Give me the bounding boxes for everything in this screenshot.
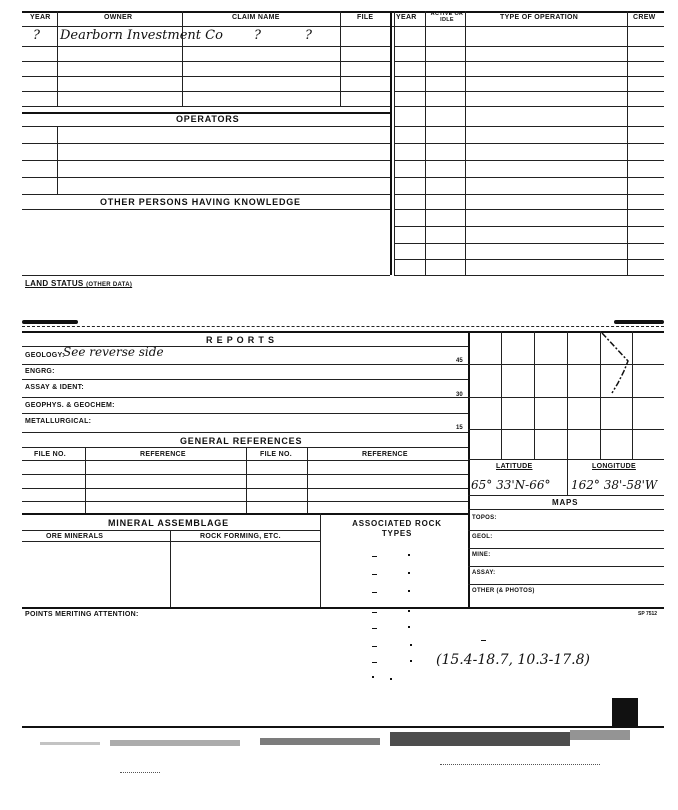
- latitude-value: 65° 33'N-66°: [471, 478, 551, 492]
- land-status-text: LAND STATUS: [25, 279, 84, 288]
- row1-year: ?: [33, 28, 40, 43]
- gr-reference-header: REFERENCE: [140, 451, 186, 458]
- metallurgical-num: 15: [456, 425, 463, 431]
- rock-forming-header: ROCK FORMING, ETC.: [200, 533, 281, 540]
- top-border: [22, 11, 664, 13]
- other-persons-title: OTHER PERSONS HAVING KNOWLEDGE: [100, 197, 301, 207]
- latitude-label: LATITUDE: [496, 463, 533, 470]
- row1-file: ?: [305, 28, 312, 43]
- geology-value: See reverse side: [63, 345, 164, 359]
- scan-smear: [390, 732, 570, 746]
- scan-smear: [40, 742, 100, 745]
- ops-row-rule: [394, 160, 664, 161]
- maps-title: MAPS: [552, 498, 579, 507]
- row-rule: [22, 513, 468, 515]
- row-rule: [22, 541, 320, 542]
- row1-claim-name: ?: [254, 28, 261, 43]
- row-rule: [22, 460, 468, 461]
- grid-line: [468, 429, 664, 430]
- dash-mark: [372, 574, 377, 575]
- row-rule: [22, 501, 468, 502]
- dot-mark: [408, 610, 410, 612]
- gr-col-divider: [307, 447, 308, 513]
- row-rule: [22, 379, 468, 380]
- ops-active-header: ACTIVE OR IDLE: [430, 11, 464, 23]
- scan-block: [612, 698, 638, 726]
- land-status-subtext: (OTHER DATA): [86, 282, 133, 288]
- grid-line: [468, 459, 664, 460]
- ops-row-rule: [394, 209, 664, 210]
- row-rule: [22, 106, 390, 107]
- ops-year-header: YEAR: [396, 14, 417, 21]
- land-status-label: [25, 279, 132, 288]
- row-rule: [468, 530, 664, 531]
- dot-mark: [410, 660, 412, 662]
- ops-row-rule: [394, 243, 664, 244]
- row-rule: [22, 488, 468, 489]
- bottom-rule: [22, 726, 664, 728]
- ops-row-rule: [394, 106, 664, 107]
- col-owner-header: OWNER: [104, 14, 133, 21]
- row-rule: [22, 61, 390, 62]
- ops-row-rule: [394, 259, 664, 260]
- row-rule: [468, 566, 664, 567]
- col-divider: [170, 530, 171, 607]
- section-bottom-rule: [22, 607, 664, 609]
- scan-smear: [110, 740, 240, 746]
- geology-num: 45: [456, 358, 463, 364]
- scan-smear: [570, 730, 630, 740]
- row-rule: [22, 397, 468, 398]
- grid-line: [567, 331, 568, 459]
- row-rule: [22, 126, 390, 127]
- dash-mark: [372, 592, 377, 593]
- handwritten-note: (15.4-18.7, 10.3-17.8): [436, 652, 590, 668]
- row-rule: [22, 432, 468, 433]
- mineral-assemblage-title: MINERAL ASSEMBLAGE: [108, 518, 229, 528]
- gr-col-divider: [246, 447, 247, 513]
- row-rule: [22, 160, 390, 161]
- ops-row-rule: [394, 143, 664, 144]
- col-claim-name-header: CLAIM NAME: [232, 14, 280, 21]
- longitude-label: LONGITUDE: [592, 463, 636, 470]
- dash-mark: [372, 646, 377, 647]
- row-rule: [22, 91, 390, 92]
- grid-line: [501, 331, 502, 459]
- maps-mine-label: MINE:: [472, 552, 491, 558]
- dot-mark: [408, 626, 410, 628]
- col-divider: [320, 513, 321, 607]
- ops-row-rule: [394, 91, 664, 92]
- points-meriting-label: POINTS MERITING ATTENTION:: [25, 611, 139, 618]
- dash-mark: [372, 628, 377, 629]
- row-rule: [22, 474, 468, 475]
- dash-mark: [372, 556, 377, 557]
- row-rule: [22, 413, 468, 414]
- dash-mark: [372, 612, 377, 613]
- dot-mark: [372, 676, 374, 678]
- maps-geol-label: GEOL:: [472, 534, 493, 540]
- operators-title: OPERATORS: [176, 114, 240, 124]
- assay-num: 30: [456, 392, 463, 398]
- dashed-rule: [22, 326, 664, 327]
- grid-line: [534, 331, 535, 459]
- ops-row-rule: [394, 226, 664, 227]
- row-rule: [22, 194, 390, 195]
- geology-label: GEOLOGY:: [25, 352, 65, 359]
- ops-left-border: [390, 11, 392, 275]
- col-file-header: FILE: [357, 14, 374, 21]
- geophys-label: GEOPHYS. & GEOCHEM:: [25, 402, 115, 409]
- gr-file-no-header: FILE NO.: [34, 451, 66, 458]
- maps-topos-label: TOPOS:: [472, 515, 497, 521]
- scan-speckle: [120, 772, 160, 773]
- row-rule: [22, 143, 390, 144]
- dash-mark: [372, 662, 377, 663]
- scan-smear: [614, 320, 664, 324]
- maps-assay-label: ASSAY:: [472, 570, 496, 576]
- row-rule: [22, 364, 468, 365]
- longitude-value: 162° 38'-58'W: [571, 478, 658, 492]
- row-rule: [22, 530, 320, 531]
- row-rule: [22, 46, 390, 47]
- row-rule: [22, 275, 390, 276]
- gr-file-no-2-header: FILE NO.: [260, 451, 292, 458]
- ops-row-rule: [394, 61, 664, 62]
- ops-row-rule: [394, 177, 664, 178]
- ops-crew-header: CREW: [633, 14, 656, 21]
- row-rule: [468, 548, 664, 549]
- engrg-label: ENGRG:: [25, 368, 55, 375]
- header-rule: [22, 26, 664, 27]
- row1-owner: Dearborn Investment Co: [60, 28, 223, 43]
- reports-title: R E P O R T S: [206, 335, 275, 345]
- scan-speckle: [440, 764, 600, 765]
- scan-smear: [22, 320, 78, 324]
- dash-mark: [481, 640, 486, 641]
- ops-row-rule: [394, 126, 664, 127]
- row-rule: [22, 76, 390, 77]
- associated-rock-types-title: ASSOCIATED ROCK TYPES: [352, 519, 442, 538]
- row-rule: [468, 509, 664, 510]
- form-number: SP 7512: [638, 611, 658, 617]
- general-references-title: GENERAL REFERENCES: [180, 436, 303, 446]
- dot-mark: [408, 590, 410, 592]
- ops-type-header: TYPE OF OPERATION: [500, 14, 579, 21]
- row-rule: [468, 584, 664, 585]
- dot-mark: [408, 554, 410, 556]
- col-year-header: YEAR: [30, 14, 51, 21]
- ore-minerals-header: ORE MINERALS: [46, 533, 104, 540]
- gr-reference-2-header: REFERENCE: [362, 451, 408, 458]
- row-rule: [22, 177, 390, 178]
- row-rule: [468, 495, 664, 496]
- scan-smear: [260, 738, 380, 745]
- ops-row-rule: [394, 194, 664, 195]
- row-rule: [22, 447, 468, 448]
- coord-divider: [567, 459, 568, 495]
- location-sketch-icon: [600, 331, 640, 401]
- dot-mark: [390, 678, 392, 680]
- ops-row-rule: [394, 46, 664, 47]
- metallurgical-label: METALLURGICAL:: [25, 418, 92, 425]
- dot-mark: [408, 572, 410, 574]
- ops-row-rule: [394, 76, 664, 77]
- maps-other-label: OTHER (& PHOTOS): [472, 588, 535, 594]
- ops-row-rule: [394, 275, 664, 276]
- assay-label: ASSAY & IDENT:: [25, 384, 85, 391]
- row-rule: [22, 209, 390, 210]
- dot-mark: [410, 644, 412, 646]
- gr-col-divider: [85, 447, 86, 513]
